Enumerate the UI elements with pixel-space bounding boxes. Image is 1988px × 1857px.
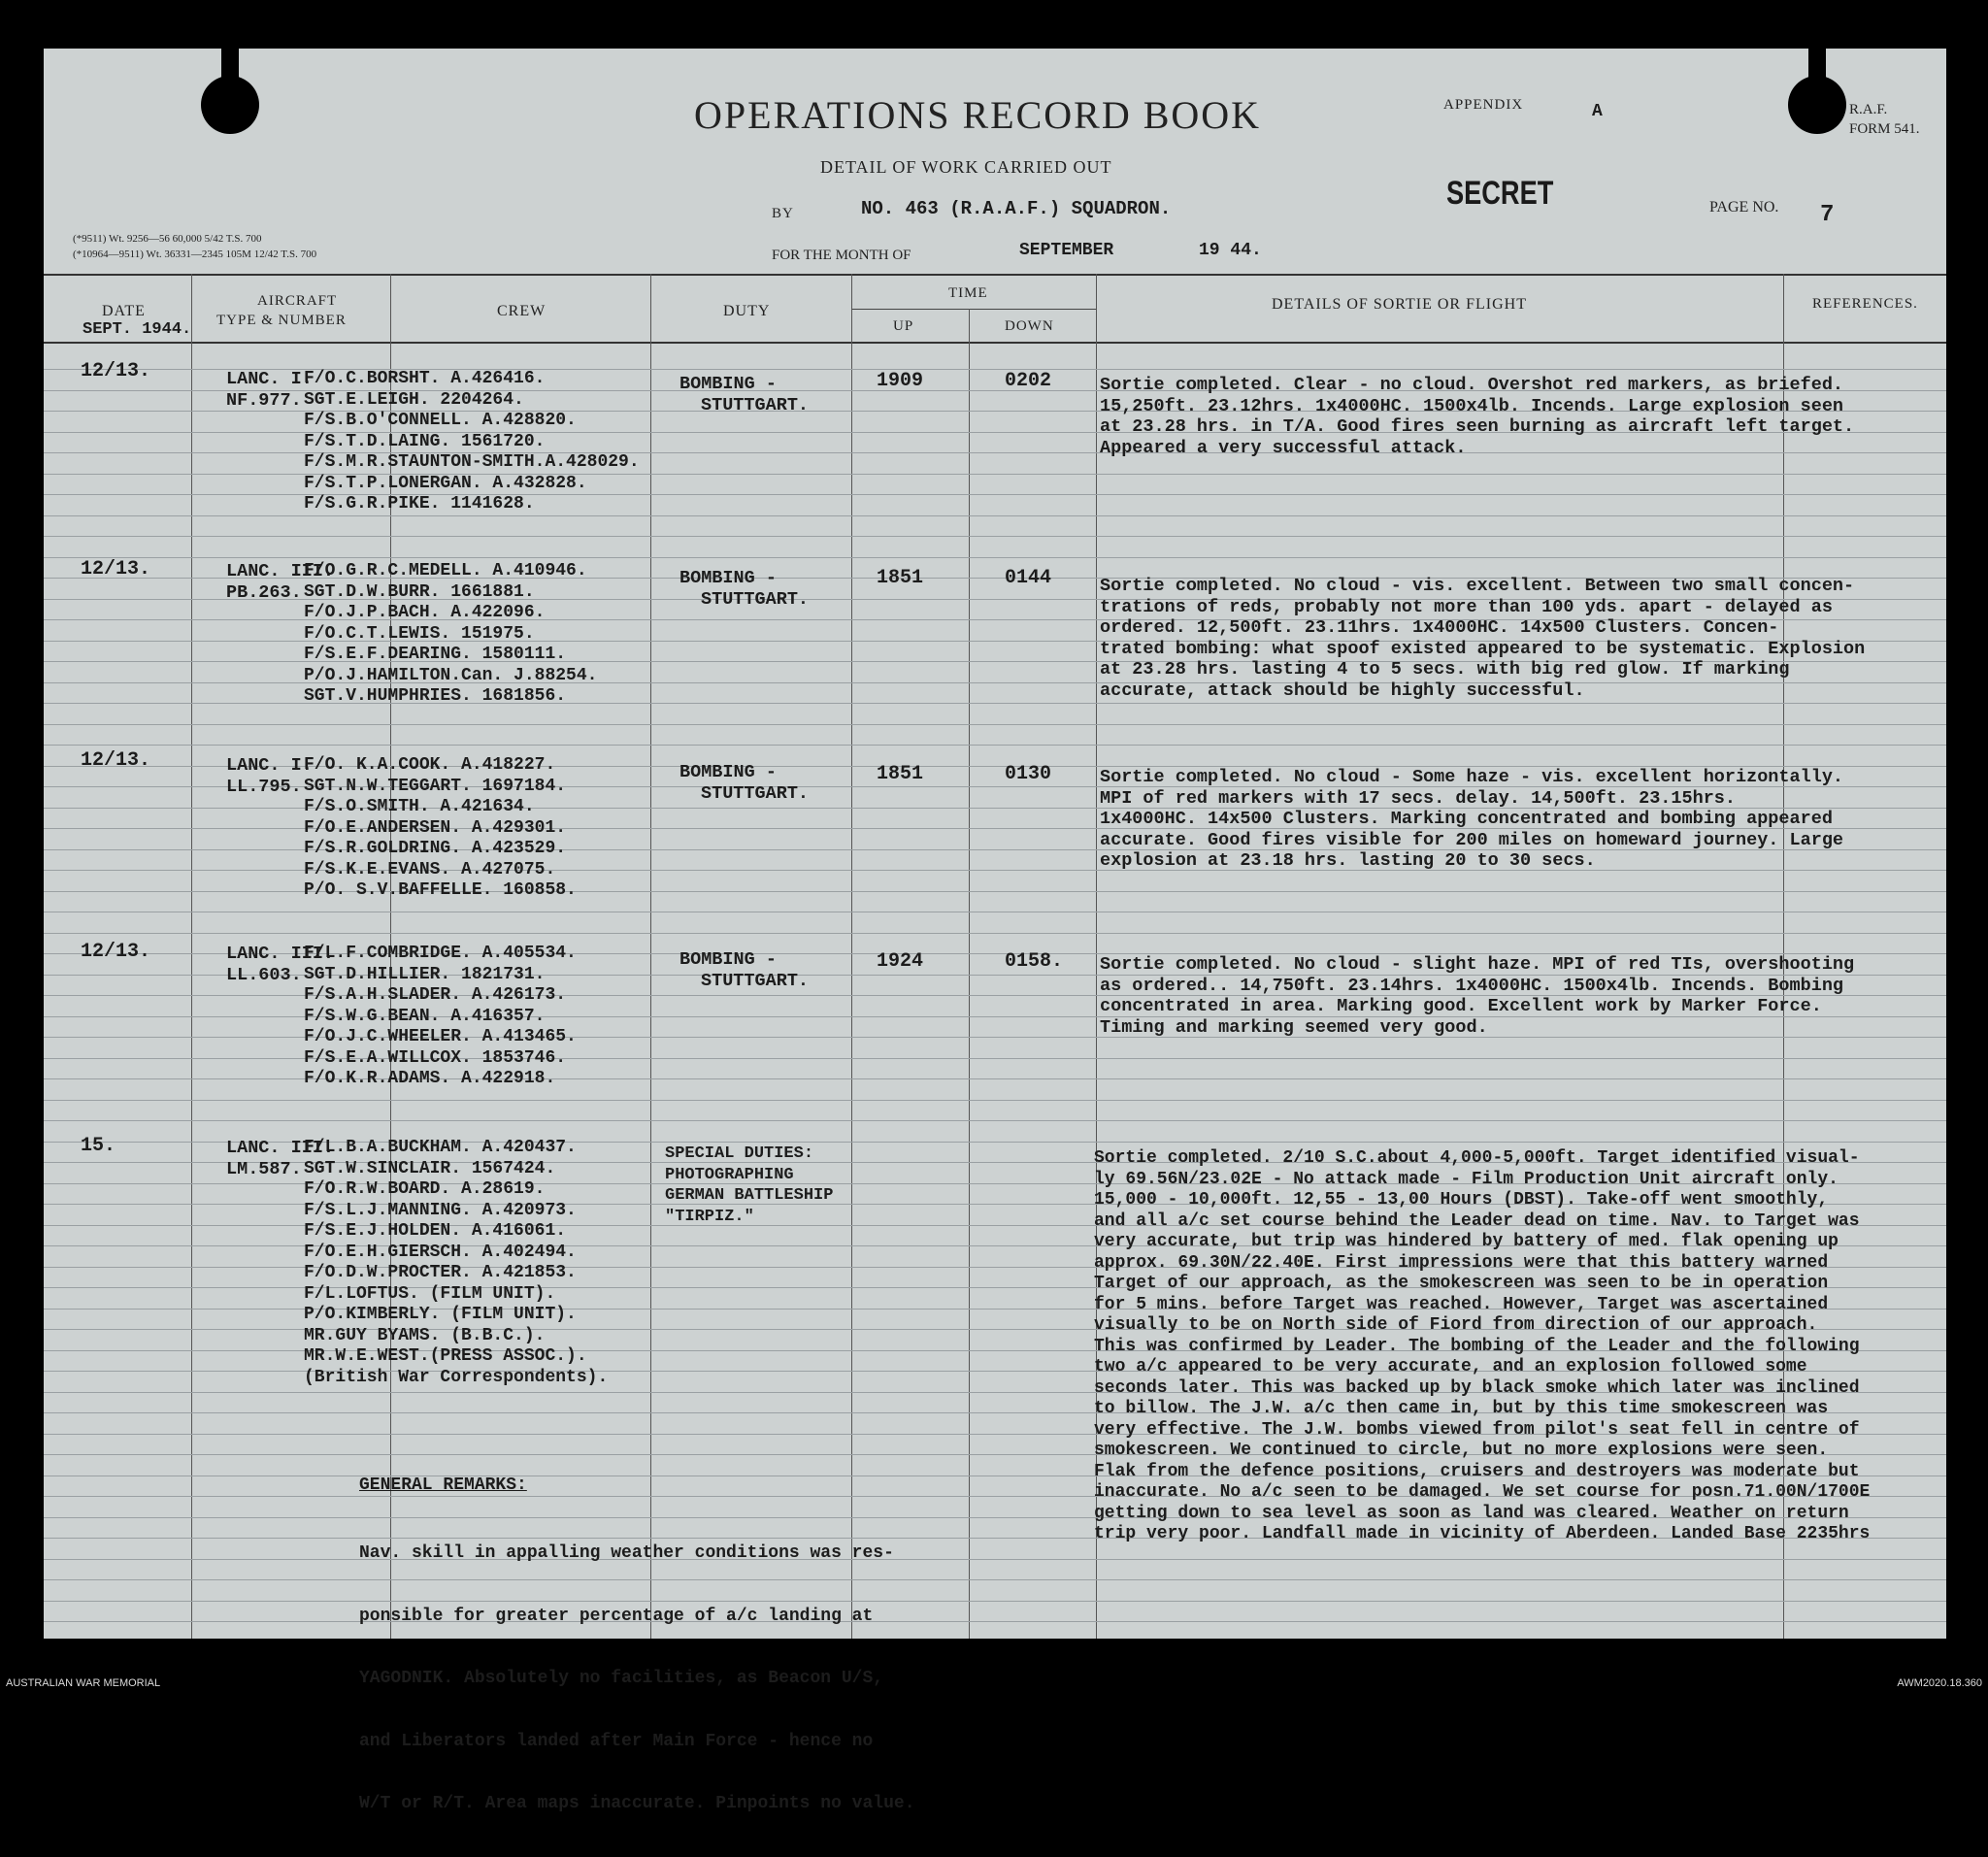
column-header-duty: DUTY xyxy=(723,303,771,319)
entry-duty xyxy=(679,762,809,804)
column-header-crew: CREW xyxy=(497,303,547,319)
details-line: and all a/c set course behind the Leader dead on time. Nav. to Target was xyxy=(1094,1210,1860,1231)
crew-member: F/S.L.J.MANNING. A.420973. xyxy=(304,1200,577,1220)
column-header-time: TIME xyxy=(948,285,988,301)
details-line: smokescreen. We continued to circle, but no more explosions were seen. xyxy=(1094,1441,1829,1460)
details-line: as ordered.. 14,750ft. 23.14hrs. 1x4000HC. 1500x4lb. Incends. Bombing xyxy=(1100,975,1844,996)
duty-line: BOMBING - xyxy=(679,762,777,782)
crew-member: MR.GUY BYAMS. (B.B.C.). xyxy=(304,1325,546,1345)
ruled-line xyxy=(44,745,1946,746)
entry-date: 12/13. xyxy=(81,941,151,963)
details-line: Flak from the defence positions, cruisers and destroyers was moderate but xyxy=(1094,1461,1860,1481)
duty-line: SPECIAL DUTIES: xyxy=(665,1144,814,1163)
punch-hole-right xyxy=(1788,76,1846,134)
details-line: visually to be on North side of Fiord from direction of our approach. xyxy=(1094,1315,1818,1335)
entry-crew xyxy=(304,561,597,708)
crew-member: P/O. S.V.BAFFELLE. 160858. xyxy=(304,880,577,900)
ruled-line xyxy=(44,557,1946,558)
entry-details xyxy=(1100,767,1843,872)
column-header-aircraft-type: TYPE & NUMBER xyxy=(216,313,347,328)
crew-member: SGT.D.HILLIER. 1821731. xyxy=(304,964,546,984)
form-number-line2: FORM 541. xyxy=(1849,121,1920,137)
entry-time-up: 1851 xyxy=(877,567,924,589)
details-line: Appeared a very successful attack. xyxy=(1100,437,1467,458)
crew-member: SGT.V.HUMPHRIES. 1681856. xyxy=(304,686,567,706)
details-line: very effective. The J.W. bombs viewed from pilot's seat fell in centre of xyxy=(1094,1419,1860,1440)
crew-member: F/S.M.R.STAUNTON-SMITH.A.428029. xyxy=(304,452,640,472)
squadron-name: NO. 463 (R.A.A.F.) SQUADRON. xyxy=(861,198,1172,219)
by-label: BY xyxy=(772,206,794,221)
crew-member: F/S.T.P.LONERGAN. A.432828. xyxy=(304,473,587,493)
crew-member: F/O.C.BORSHT. A.426416. xyxy=(304,369,546,388)
entry-duty xyxy=(679,374,809,415)
details-line: at 23.28 hrs. lasting 4 to 5 secs. with big red glow. If marking xyxy=(1100,659,1790,680)
crew-member: F/O.D.W.PROCTER. A.421853. xyxy=(304,1263,577,1282)
crew-member: SGT.W.SINCLAIR. 1567424. xyxy=(304,1158,556,1178)
entry-aircraft-number: LM.587. xyxy=(226,1159,302,1179)
entry-aircraft-type: LANC. III. xyxy=(226,561,335,581)
details-line: Target of our approach, as the smokescreen was seen to be in operation xyxy=(1094,1274,1829,1293)
ruled-line xyxy=(44,724,1946,725)
duty-line: STUTTGART. xyxy=(701,782,810,804)
details-line: very accurate, but trip was hindered by battery of med. flak opening up xyxy=(1094,1232,1839,1251)
entry-time-up: 1909 xyxy=(877,370,924,392)
details-line: 15,250ft. 23.12hrs. 1x4000HC. 1500x4lb. Incends. Large explosion seen xyxy=(1100,395,1844,416)
crew-member: SGT.N.W.TEGGART. 1697184. xyxy=(304,776,567,796)
punch-hole-left xyxy=(201,76,259,134)
remarks-line: Nav. skill in appalling weather conditions was res- xyxy=(359,1543,894,1563)
page-title: OPERATIONS RECORD BOOK xyxy=(694,93,1262,137)
ruled-line xyxy=(44,1621,1946,1622)
remarks-line: YAGODNIK. Absolutely no facilities, as Beacon U/S, xyxy=(359,1669,884,1688)
crew-member: F/S.E.F.DEARING. 1580111. xyxy=(304,645,567,664)
crew-member: F/S.R.GOLDRING. A.423529. xyxy=(304,839,567,858)
entry-aircraft-type: LANC. III. xyxy=(226,1138,335,1158)
details-line: to billow. The J.W. a/c then came in, but by this time smokescreen was xyxy=(1094,1399,1829,1418)
column-divider-time xyxy=(969,309,970,1639)
entry-duty xyxy=(665,1144,833,1227)
crew-member: F/O.R.W.BOARD. A.28619. xyxy=(304,1179,546,1199)
crew-member: F/L.F.COMBRIDGE. A.405534. xyxy=(304,944,577,963)
details-line: trip very poor. Landfall made in vicinity of Aberdeen. Landed Base 2235hrs xyxy=(1094,1524,1871,1543)
details-line: explosion at 23.18 hrs. lasting 20 to 30 secs. xyxy=(1100,850,1596,871)
details-line: for 5 mins. before Target was reached. However, Target was ascertained xyxy=(1094,1294,1829,1314)
crew-member: F/O.G.R.C.MEDELL. A.410946. xyxy=(304,561,587,580)
entry-details xyxy=(1100,954,1854,1038)
crew-member: F/O.K.R.ADAMS. A.422918. xyxy=(304,1069,556,1088)
duty-line: STUTTGART. xyxy=(701,588,810,610)
crew-member: F/S.A.H.SLADER. A.426173. xyxy=(304,985,567,1005)
crew-member: F/S.T.D.LAING. 1561720. xyxy=(304,431,546,451)
entry-time-up: 1924 xyxy=(877,950,924,973)
details-line: Sortie completed. No cloud - vis. excellent. Between two small concen- xyxy=(1100,576,1855,596)
entry-crew xyxy=(304,1138,608,1388)
details-line: This was confirmed by Leader. The bombing of the Leader and the following xyxy=(1094,1336,1860,1356)
entry-time-down: 0144 xyxy=(1005,567,1052,589)
column-header-up: UP xyxy=(893,318,914,334)
ruled-line xyxy=(44,1601,1946,1602)
general-remarks-heading: GENERAL REMARKS: xyxy=(359,1476,527,1495)
crew-member: F/O.C.T.LEWIS. 151975. xyxy=(304,623,535,644)
month-value: SEPTEMBER xyxy=(1019,241,1114,260)
crew-member: F/S.O.SMITH. A.421634. xyxy=(304,797,535,816)
details-line: concentrated in area. Marking good. Excellent work by Marker Force. xyxy=(1100,996,1822,1016)
page-subtitle: DETAIL OF WORK CARRIED OUT xyxy=(820,157,1112,177)
entry-time-down: 0130 xyxy=(1005,763,1052,785)
entry-time-down: 0202 xyxy=(1005,370,1052,392)
entry-aircraft-type: LANC. III. xyxy=(226,944,335,964)
print-code-2: (*10964—9511) Wt. 36331—2345 105M 12/42 T.S. 700 xyxy=(73,249,317,260)
details-line: Sortie completed. No cloud - slight haze. MPI of red TIs, overshooting xyxy=(1100,954,1855,975)
entry-duty xyxy=(679,568,809,610)
details-line: 15,000 - 10,000ft. 12,55 - 13,00 Hours (DBST). Take-off went smoothly, xyxy=(1094,1190,1829,1210)
column-header-references: REFERENCES. xyxy=(1812,296,1918,312)
details-line: accurate, attack should be highly successful. xyxy=(1100,680,1585,701)
table-header-bottom-border xyxy=(44,342,1946,344)
crew-member: F/S.E.J.HOLDEN. A.416061. xyxy=(304,1221,567,1241)
crew-member: F/S.K.E.EVANS. A.427075. xyxy=(304,859,556,879)
details-line: two a/c appeared to be very accurate, and an explosion followed some xyxy=(1094,1357,1807,1376)
footer-archive-name: AUSTRALIAN WAR MEMORIAL xyxy=(6,1677,161,1689)
entry-aircraft-type: LANC. I. xyxy=(226,369,313,389)
crew-member: F/O.E.ANDERSEN. A.429301. xyxy=(304,817,567,838)
details-line: MPI of red markers with 17 secs. delay. 14,500ft. 23.15hrs. xyxy=(1100,787,1737,809)
print-code-1: (*9511) Wt. 9256—56 60,000 5/42 T.S. 700 xyxy=(73,233,262,245)
details-line: approx. 69.30N/22.40E. First impressions were that this battery warned xyxy=(1094,1252,1829,1273)
appendix-label: APPENDIX xyxy=(1443,97,1524,113)
details-line: ly 69.56N/23.02E - No attack made - Film Production Unit aircraft only. xyxy=(1094,1169,1839,1189)
details-line: 1x4000HC. 14x500 Clusters. Marking concentrated and bombing appeared xyxy=(1100,809,1833,829)
column-header-down: DOWN xyxy=(1005,318,1054,334)
general-remarks-text xyxy=(359,1502,915,1857)
duty-line: PHOTOGRAPHING xyxy=(665,1165,794,1184)
entry-details xyxy=(1100,375,1854,458)
month-label: FOR THE MONTH OF xyxy=(772,248,911,263)
details-line: ordered. 12,500ft. 23.11hrs. 1x4000HC. 14x500 Clusters. Concen- xyxy=(1100,617,1779,638)
crew-member: P/O.KIMBERLY. (FILM UNIT). xyxy=(304,1305,577,1324)
duty-line: "TIRPIZ." xyxy=(665,1207,754,1226)
entry-time-down: 0158. xyxy=(1005,950,1064,973)
remarks-line: and Liberators landed after Main Force - hence no xyxy=(359,1731,874,1751)
ruled-line xyxy=(44,1559,1946,1560)
remarks-line: W/T or R/T. Area maps inaccurate. Pinpoints no value. xyxy=(359,1794,915,1813)
column-header-date: DATE xyxy=(102,303,146,319)
details-line: at 23.28 hrs. in T/A. Good fires seen burning as aircraft left target. xyxy=(1100,416,1855,437)
date-month-value: SEPT. 1944. xyxy=(83,320,192,339)
entry-date: 12/13. xyxy=(81,558,151,580)
details-line: getting down to sea level as soon as land was cleared. Weather on return xyxy=(1094,1503,1849,1523)
crew-member: F/L.LOFTUS. (FILM UNIT). xyxy=(304,1283,556,1304)
crew-member: F/O. K.A.COOK. A.418227. xyxy=(304,755,556,775)
ruled-line xyxy=(44,1120,1946,1121)
entry-time-up: 1851 xyxy=(877,763,924,785)
details-line: inaccurate. No a/c seen to be damaged. We set course for posn.71.00N/1700E xyxy=(1094,1482,1871,1502)
details-line: Sortie completed. 2/10 S.C.about 4,000-5,000ft. Target identified visual- xyxy=(1094,1148,1860,1168)
ruled-line xyxy=(44,1579,1946,1580)
entry-details xyxy=(1100,576,1865,701)
entry-crew xyxy=(304,944,577,1090)
crew-member: SGT.D.W.BURR. 1661881. xyxy=(304,581,535,602)
crew-member: F/S.E.A.WILLCOX. 1853746. xyxy=(304,1047,567,1068)
secret-stamp: SECRET xyxy=(1446,175,1554,212)
ruled-line xyxy=(44,933,1946,934)
details-line: trations of reds, probably not more than 100 yds. apart - delayed as xyxy=(1100,596,1833,617)
duty-line: BOMBING - xyxy=(679,949,777,970)
table-top-border xyxy=(44,274,1946,276)
entry-duty xyxy=(679,949,809,991)
entry-aircraft-number: LL.603. xyxy=(226,965,302,985)
entry-aircraft-number: NF.977. xyxy=(226,390,302,411)
entry-aircraft-type: LANC. I. xyxy=(226,755,313,776)
form-number-line1: R.A.F. xyxy=(1849,102,1888,117)
entry-date: 12/13. xyxy=(81,360,151,382)
entry-details xyxy=(1094,1148,1870,1545)
details-line: Sortie completed. Clear - no cloud. Overshot red markers, as briefed. xyxy=(1100,375,1844,395)
entry-crew xyxy=(304,369,640,515)
crew-member: P/O.J.HAMILTON.Can. J.88254. xyxy=(304,665,598,685)
appendix-value: A xyxy=(1592,102,1603,121)
entry-date: 15. xyxy=(81,1135,116,1157)
duty-line: GERMAN BATTLESHIP xyxy=(665,1186,834,1205)
crew-member: (British War Correspondents). xyxy=(304,1367,609,1387)
crew-member: F/O.J.C.WHEELER. A.413465. xyxy=(304,1027,577,1046)
crew-member: F/S.W.G.BEAN. A.416357. xyxy=(304,1006,546,1026)
footer-accession-number: AWM2020.18.360 xyxy=(1897,1677,1982,1689)
duty-line: BOMBING - xyxy=(679,568,777,588)
ruled-line xyxy=(44,1100,1946,1101)
crew-member: F/O.E.H.GIERSCH. A.402494. xyxy=(304,1242,577,1262)
details-line: trated bombing: what spoof existed appeared to be systematic. Explosion xyxy=(1100,638,1866,659)
entry-date: 12/13. xyxy=(81,749,151,772)
entry-aircraft-number: PB.263. xyxy=(226,582,302,603)
duty-line: STUTTGART. xyxy=(701,970,810,991)
entry-crew xyxy=(304,755,577,902)
time-subheader-divider xyxy=(851,309,1096,310)
ruled-line xyxy=(44,536,1946,537)
crew-member: F/L.B.A.BUCKHAM. A.420437. xyxy=(304,1138,577,1157)
crew-member: SGT.E.LEIGH. 2204264. xyxy=(304,389,524,410)
column-header-details: DETAILS OF SORTIE OR FLIGHT xyxy=(1272,296,1527,313)
details-line: Sortie completed. No cloud - Some haze - vis. excellent horizontally. xyxy=(1100,767,1844,787)
crew-member: F/S.B.O'CONNELL. A.428820. xyxy=(304,411,577,430)
page-number-label: PAGE NO. xyxy=(1709,199,1779,216)
duty-line: STUTTGART. xyxy=(701,394,810,415)
year-value: 19 44. xyxy=(1199,241,1262,260)
crew-member: F/S.G.R.PIKE. 1141628. xyxy=(304,494,535,514)
details-line: Timing and marking seemed very good. xyxy=(1100,1016,1488,1038)
crew-member: F/O.J.P.BACH. A.422096. xyxy=(304,603,546,622)
remarks-line: ponsible for greater percentage of a/c landing at xyxy=(359,1606,874,1626)
ruled-line xyxy=(44,515,1946,516)
page-number-value: 7 xyxy=(1820,202,1835,228)
entry-aircraft-number: LL.795. xyxy=(226,777,302,797)
crew-member: MR.W.E.WEST.(PRESS ASSOC.). xyxy=(304,1346,587,1366)
column-header-aircraft: AIRCRAFT xyxy=(257,293,338,309)
duty-line: BOMBING - xyxy=(679,374,777,394)
details-line: seconds later. This was backed up by black smoke which later was inclined xyxy=(1094,1377,1860,1398)
details-line: accurate. Good fires visible for 200 miles on homeward journey. Large xyxy=(1100,829,1844,850)
